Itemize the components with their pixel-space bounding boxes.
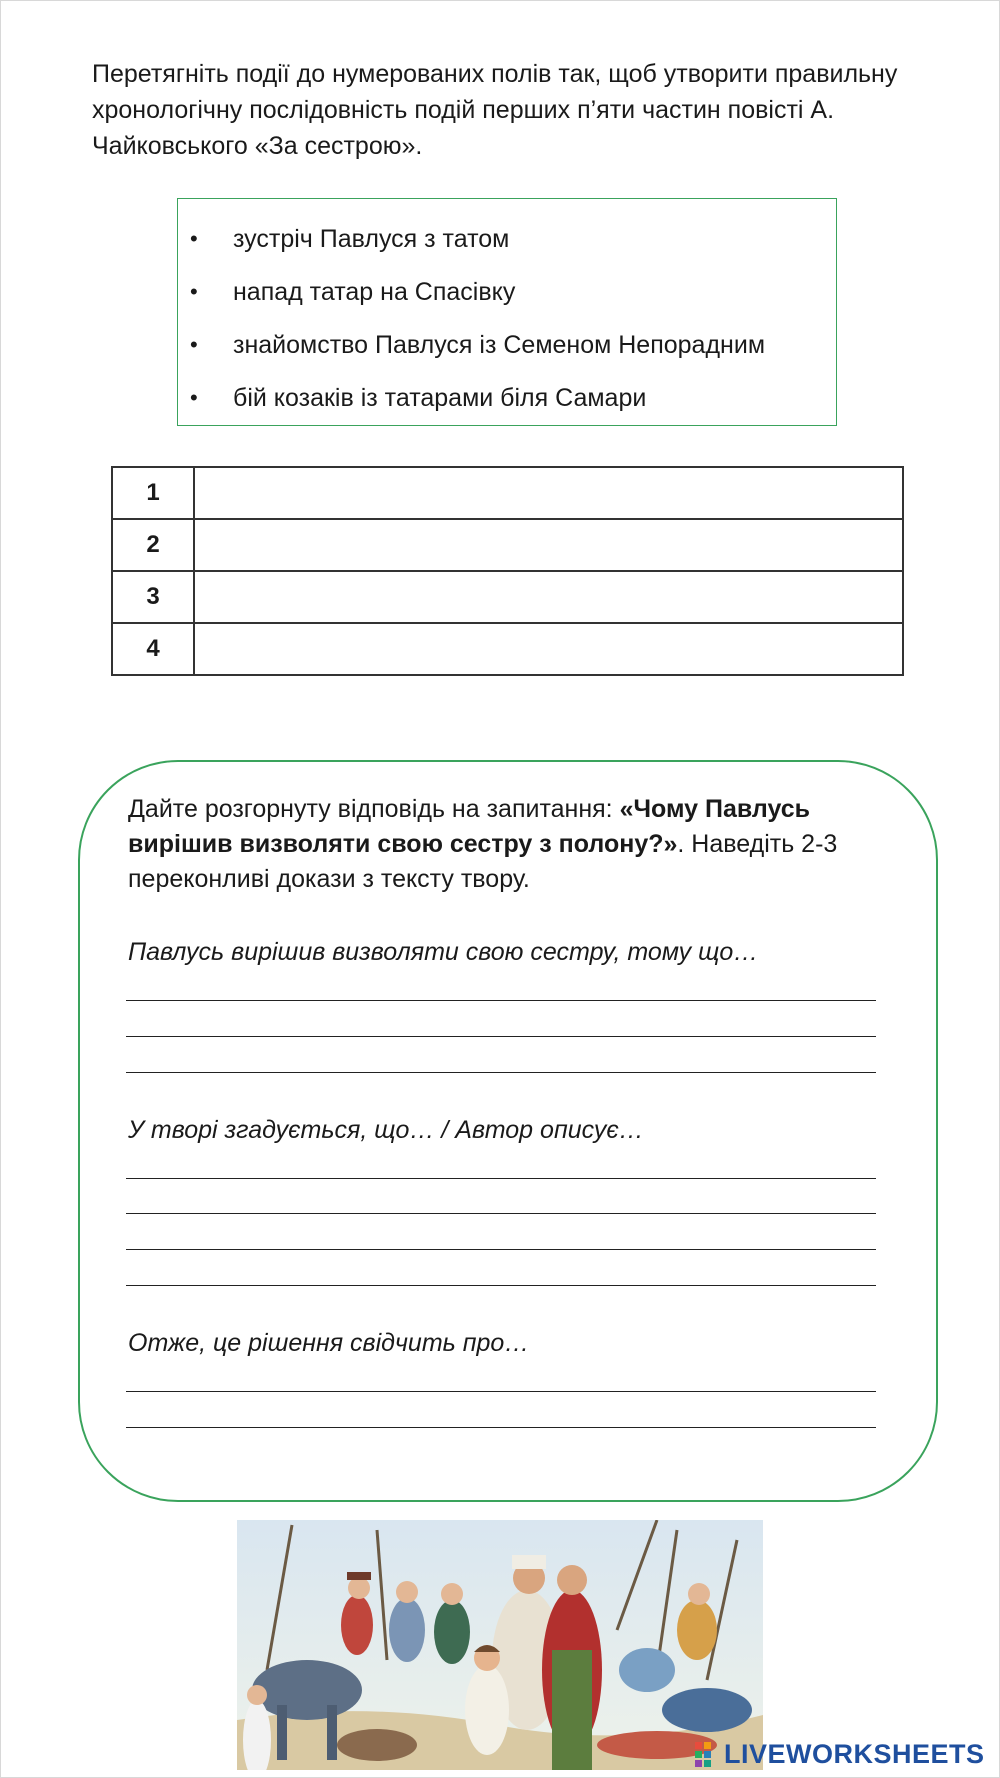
draggable-event[interactable] [178,219,836,259]
question-text [128,792,898,897]
answer-line[interactable] [126,1072,876,1073]
liveworksheets-watermark [694,1737,985,1771]
cossacks-illustration [237,1520,763,1770]
draggable-event[interactable] [178,272,836,312]
row-number: 4 [112,623,194,675]
answer-line[interactable] [126,1285,876,1286]
drop-zone[interactable] [194,623,903,675]
answer-prompt-1: Павлусь вирішив визволяти свою сестру, тому що… [128,938,759,966]
table-row [112,623,903,675]
row-number: 2 [112,519,194,571]
question-lead: Дайте розгорнуту відповідь на запитання: [128,795,620,823]
liveworksheets-logo-icon [694,1739,720,1769]
order-table [111,466,904,676]
row-number: 1 [112,467,194,519]
answer-line[interactable] [126,1036,876,1037]
answer-line[interactable] [126,1000,876,1001]
draggable-event[interactable] [178,378,836,418]
bullet: • [190,226,198,251]
answer-line[interactable] [126,1213,876,1214]
question-tail: . Наведіть 2-3 переконливі докази з тексту твору. [128,830,838,893]
instruction-text: Перетягніть події до нумерованих полів так, щоб утворити правильну хронологічну послідовність подій перших п’яти частин повісті А. Чайковського «За сестрою». [92,60,898,160]
event-label: бій козаків із татарами біля Самари [233,384,647,412]
table-row [112,467,903,519]
answer-prompt-2: У творі згадується, що… / Автор описує… [128,1116,644,1144]
drop-zone[interactable] [194,519,903,571]
table-row [112,571,903,623]
event-label: зустріч Павлуся з татом [233,225,510,253]
draggable-event[interactable] [178,325,836,365]
answer-line[interactable] [126,1427,876,1428]
bullet: • [190,279,198,304]
draggable-events-box [177,198,837,426]
answer-line[interactable] [126,1249,876,1250]
bullet: • [190,332,198,357]
row-number: 3 [112,571,194,623]
event-label: напад татар на Спасівку [233,278,516,306]
answer-line[interactable] [126,1178,876,1179]
answer-line[interactable] [126,1391,876,1392]
bullet: • [190,385,198,410]
answer-prompt-3: Отже, це рішення свідчить про… [128,1329,530,1357]
drop-zone[interactable] [194,467,903,519]
watermark-text: LIVEWORKSHEETS [724,1738,985,1769]
table-row [112,519,903,571]
question-bold: «Чому Павлусь вирішив визволяти свою сестру з полону?» [128,795,811,858]
event-label: знайомство Павлуся із Семеном Непорадним [233,331,766,359]
drop-zone[interactable] [194,571,903,623]
